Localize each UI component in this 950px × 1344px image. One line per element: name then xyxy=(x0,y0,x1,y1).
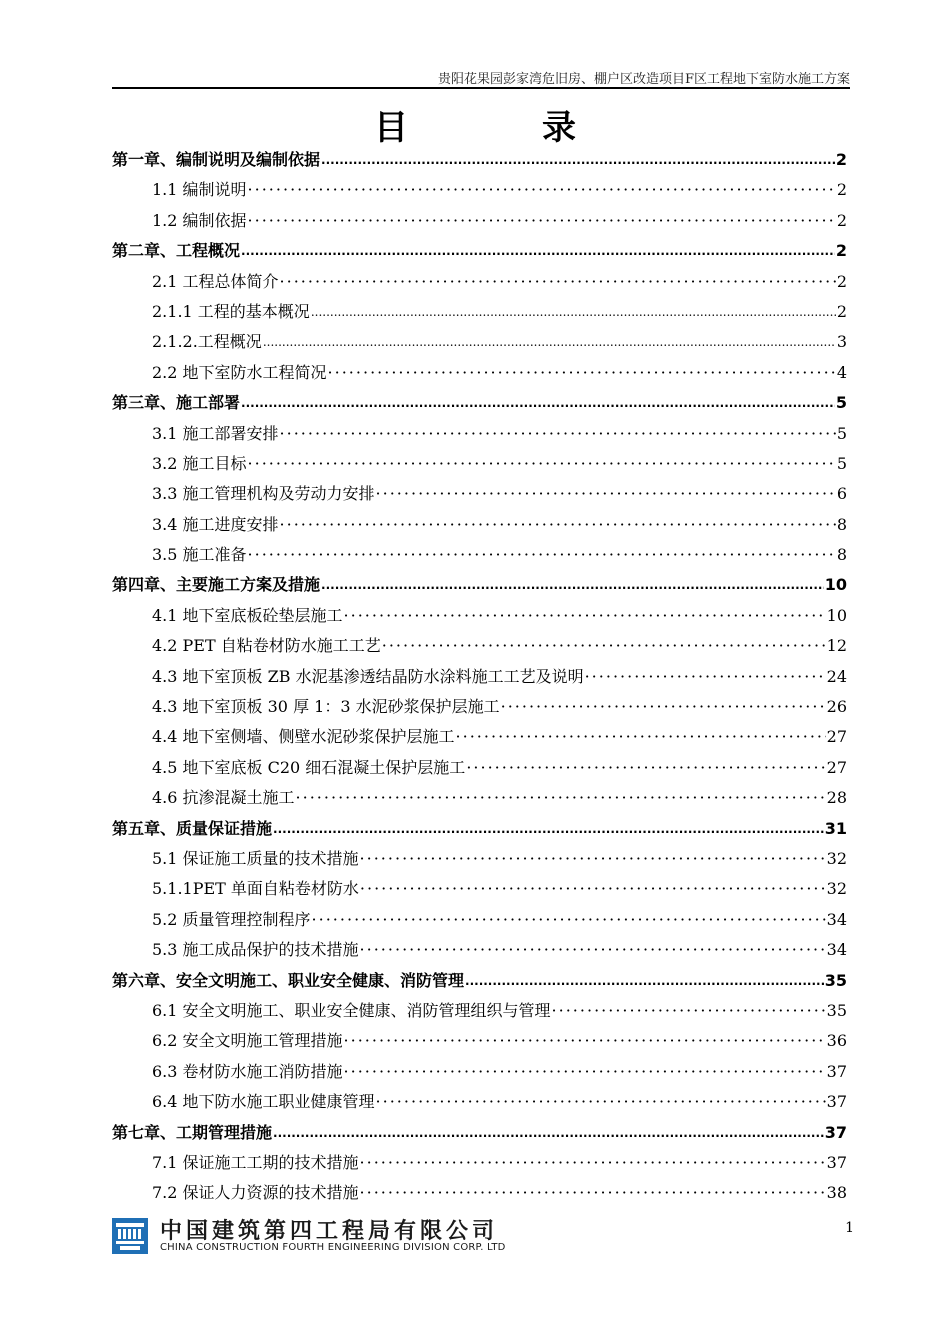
toc-entry-page: 31 xyxy=(824,818,847,838)
toc-leader-dots xyxy=(456,722,826,752)
toc-section-entry[interactable] xyxy=(112,874,847,904)
toc-chapter-entry[interactable] xyxy=(112,388,847,418)
toc-entry-page: 8 xyxy=(836,545,847,565)
toc-leader-dots xyxy=(296,783,826,813)
toc-leader-dots xyxy=(280,419,836,449)
toc-section-entry[interactable] xyxy=(112,722,847,752)
toc-leader-dots xyxy=(312,905,826,935)
toc-entry-page: 35 xyxy=(824,970,847,990)
toc-entry-page: 4 xyxy=(836,362,847,382)
toc-leader-dots xyxy=(360,874,826,904)
toc-leader-dots xyxy=(585,662,826,692)
toc-entry-page: 34 xyxy=(826,909,847,929)
toc-section-entry[interactable] xyxy=(112,783,847,813)
toc-chapter-entry[interactable] xyxy=(112,966,847,996)
toc-section-entry[interactable] xyxy=(112,1148,847,1178)
toc-leader-dots xyxy=(344,601,826,631)
toc-entry-label: 2.2 地下室防水工程简况 xyxy=(152,362,327,382)
toc-leader-dots xyxy=(241,236,835,266)
toc-entry-label: 第四章、主要施工方案及措施 xyxy=(112,575,321,595)
page-title: 目 录 xyxy=(374,108,626,148)
toc-leader-dots xyxy=(382,631,826,661)
toc-entry-page: 10 xyxy=(826,605,847,625)
toc-entry-label: 1.2 编制依据 xyxy=(152,210,247,230)
company-name-cn: 中国建筑第四工程局有限公司 xyxy=(160,1219,499,1244)
toc-entry-label: 6.3 卷材防水施工消防措施 xyxy=(152,1061,343,1081)
toc-entry-label: 第七章、工期管理措施 xyxy=(112,1122,273,1142)
toc-section-entry[interactable] xyxy=(112,662,847,692)
toc-leader-dots xyxy=(360,1178,826,1208)
running-header: 贵阳花果园彭家湾危旧房、棚户区改造项目F区工程地下室防水施工方案 xyxy=(437,72,850,87)
toc-entry-label: 2.1.2.工程概况 xyxy=(152,332,262,352)
toc-section-entry[interactable] xyxy=(112,449,847,479)
toc-entry-page: 32 xyxy=(826,848,847,868)
toc-entry-page: 3 xyxy=(836,332,847,352)
toc-entry-label: 3.4 施工进度安排 xyxy=(152,514,279,534)
toc-section-entry[interactable] xyxy=(112,510,847,540)
toc-leader-dots xyxy=(344,1057,826,1087)
toc-section-entry[interactable] xyxy=(112,631,847,661)
toc-leader-dots xyxy=(344,1026,826,1056)
toc-section-entry[interactable] xyxy=(112,905,847,935)
toc-entry-page: 35 xyxy=(826,1000,847,1020)
toc-entry-label: 4.3 地下室顶板 30 厚 1：3 水泥砂浆保护层施工 xyxy=(152,697,500,717)
toc-entry-label: 3.5 施工准备 xyxy=(152,545,247,565)
toc-section-entry[interactable] xyxy=(112,358,847,388)
toc-entry-page: 5 xyxy=(836,453,847,473)
toc-entry-label: 4.1 地下室底板砼垫层施工 xyxy=(152,605,343,625)
toc-section-entry[interactable] xyxy=(112,692,847,722)
toc-entry-label: 第三章、施工部署 xyxy=(112,393,241,413)
toc-entry-label: 5.1 保证施工质量的技术措施 xyxy=(152,848,359,868)
toc-entry-page: 2 xyxy=(836,180,847,200)
toc-section-entry[interactable] xyxy=(112,297,847,327)
toc-entry-label: 7.2 保证人力资源的技术措施 xyxy=(152,1183,359,1203)
toc-entry-page: 37 xyxy=(826,1152,847,1172)
toc-section-entry[interactable] xyxy=(112,1178,847,1208)
toc-leader-dots xyxy=(376,1087,826,1117)
toc-section-entry[interactable] xyxy=(112,996,847,1026)
toc-leader-dots xyxy=(321,570,824,600)
toc-entry-label: 2.1 工程总体简介 xyxy=(152,271,279,291)
toc-leader-dots xyxy=(273,814,824,844)
toc-leader-dots xyxy=(376,479,836,509)
toc-entry-label: 5.1.1PET 单面自粘卷材防水 xyxy=(152,879,359,899)
toc-entry-page: 2 xyxy=(836,271,847,291)
toc-entry-page: 2 xyxy=(836,301,847,321)
toc-leader-dots xyxy=(321,145,835,175)
toc-leader-dots xyxy=(280,267,836,297)
toc-chapter-entry[interactable] xyxy=(112,814,847,844)
toc-entry-label: 7.1 保证施工工期的技术措施 xyxy=(152,1152,359,1172)
toc-entry-label: 2.1.1 工程的基本概况 xyxy=(152,301,310,321)
toc-entry-page: 5 xyxy=(835,393,847,413)
toc-entry-page: 32 xyxy=(826,879,847,899)
page-number: 1 xyxy=(845,1220,854,1236)
toc-entry-page: 34 xyxy=(826,940,847,960)
toc-leader-dots xyxy=(263,327,836,357)
toc-section-entry[interactable] xyxy=(112,601,847,631)
toc-entry-page: 37 xyxy=(824,1122,847,1142)
toc-leader-dots xyxy=(328,358,836,388)
toc-entry-page: 12 xyxy=(826,636,847,656)
toc-entry-label: 5.3 施工成品保护的技术措施 xyxy=(152,940,359,960)
toc-entry-label: 3.3 施工管理机构及劳动力安排 xyxy=(152,484,375,504)
toc-entry-page: 24 xyxy=(826,666,847,686)
toc-entry-page: 2 xyxy=(835,241,847,261)
toc-entry-label: 第六章、安全文明施工、职业安全健康、消防管理 xyxy=(112,970,465,990)
toc-entry-label: 3.1 施工部署安排 xyxy=(152,423,279,443)
toc-leader-dots xyxy=(466,753,825,783)
toc-leader-dots xyxy=(248,206,836,236)
toc-section-entry[interactable] xyxy=(112,267,847,297)
toc-entry-label: 4.2 PET 自粘卷材防水施工工艺 xyxy=(152,636,381,656)
toc-section-entry[interactable] xyxy=(112,753,847,783)
toc-entry-page: 27 xyxy=(826,757,847,777)
toc-chapter-entry[interactable] xyxy=(112,570,847,600)
toc-leader-dots xyxy=(360,844,826,874)
toc-entry-page: 36 xyxy=(826,1031,847,1051)
toc-entry-label: 4.4 地下室侧墙、侧壁水泥砂浆保护层施工 xyxy=(152,727,455,747)
toc-chapter-entry[interactable] xyxy=(112,145,847,175)
toc-leader-dots xyxy=(552,996,826,1026)
toc-section-entry[interactable] xyxy=(112,327,847,357)
company-name-en: CHINA CONSTRUCTION FOURTH ENGINEERING DIVISION CORP. LTD xyxy=(160,1242,506,1253)
toc-leader-dots xyxy=(241,388,835,418)
table-of-contents xyxy=(112,145,847,1209)
toc-leader-dots xyxy=(311,297,836,327)
toc-leader-dots xyxy=(248,449,836,479)
toc-entry-label: 6.1 安全文明施工、职业安全健康、消防管理组织与管理 xyxy=(152,1000,551,1020)
toc-section-entry[interactable] xyxy=(112,935,847,965)
toc-leader-dots xyxy=(248,175,836,205)
toc-section-entry[interactable] xyxy=(112,1087,847,1117)
toc-leader-dots xyxy=(360,1148,826,1178)
toc-entry-page: 26 xyxy=(826,697,847,717)
toc-leader-dots xyxy=(501,692,826,722)
header-divider xyxy=(112,87,850,89)
toc-entry-page: 2 xyxy=(836,210,847,230)
toc-leader-dots xyxy=(360,935,826,965)
toc-chapter-entry[interactable] xyxy=(112,236,847,266)
toc-entry-label: 4.3 地下室顶板 ZB 水泥基渗透结晶防水涂料施工工艺及说明 xyxy=(152,666,584,686)
toc-section-entry[interactable] xyxy=(112,540,847,570)
toc-section-entry[interactable] xyxy=(112,206,847,236)
toc-section-entry[interactable] xyxy=(112,1057,847,1087)
toc-entry-label: 3.2 施工目标 xyxy=(152,453,247,473)
toc-section-entry[interactable] xyxy=(112,1026,847,1056)
toc-leader-dots xyxy=(465,966,824,996)
toc-entry-label: 4.6 抗渗混凝土施工 xyxy=(152,788,295,808)
toc-leader-dots xyxy=(273,1118,824,1148)
toc-entry-label: 6.2 安全文明施工管理措施 xyxy=(152,1031,343,1051)
toc-leader-dots xyxy=(280,510,836,540)
toc-entry-page: 37 xyxy=(826,1061,847,1081)
toc-section-entry[interactable] xyxy=(112,419,847,449)
toc-entry-page: 2 xyxy=(835,150,847,169)
toc-entry-page: 38 xyxy=(826,1183,847,1203)
toc-section-entry[interactable] xyxy=(112,479,847,509)
toc-leader-dots xyxy=(248,540,836,570)
toc-entry-label: 第一章、编制说明及编制依据 xyxy=(112,150,321,169)
toc-entry-page: 5 xyxy=(836,423,847,443)
toc-entry-label: 4.5 地下室底板 C20 细石混凝土保护层施工 xyxy=(152,757,466,777)
toc-entry-page: 10 xyxy=(824,575,847,595)
toc-entry-page: 8 xyxy=(836,514,847,534)
toc-entry-label: 5.2 质量管理控制程序 xyxy=(152,909,311,929)
company-logo-icon xyxy=(112,1218,148,1254)
toc-entry-page: 27 xyxy=(826,727,847,747)
toc-entry-page: 6 xyxy=(836,484,847,504)
toc-entry-page: 28 xyxy=(826,788,847,808)
toc-entry-label: 第二章、工程概况 xyxy=(112,241,241,261)
toc-entry-page: 37 xyxy=(826,1092,847,1112)
toc-section-entry[interactable] xyxy=(112,175,847,205)
toc-entry-label: 1.1 编制说明 xyxy=(152,180,247,200)
toc-entry-label: 第五章、质量保证措施 xyxy=(112,818,273,838)
toc-entry-label: 6.4 地下防水施工职业健康管理 xyxy=(152,1092,375,1112)
toc-section-entry[interactable] xyxy=(112,844,847,874)
toc-chapter-entry[interactable] xyxy=(112,1118,847,1148)
